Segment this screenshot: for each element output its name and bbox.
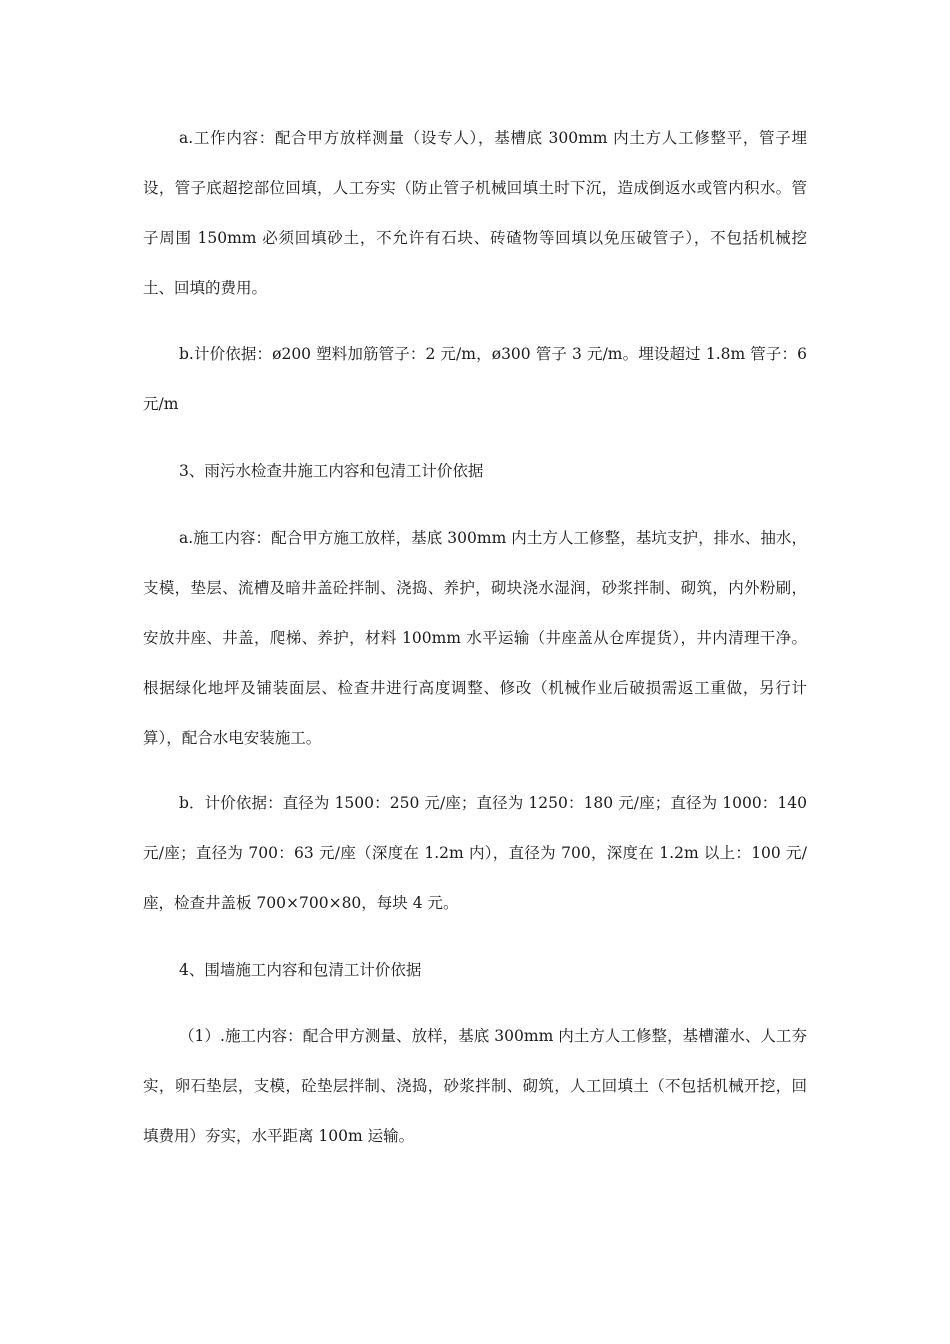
paragraph-wall-work-content: （1）.施工内容：配合甲方测量、放样，基底 300mm 内土方人工修整，基槽灌水、人工夯实，卵石垫层，支模，砼垫层拌制、浇捣，砂浆拌制、砌筑，人工回填土（不包括机械开挖，回填费用）夯实，水平距离 100m 运输。 xyxy=(143,1027,807,1145)
paragraph-well-work-content: a.施工内容：配合甲方施工放样，基底 300mm 内土方人工修整，基坑支护，排水、抽水，支模，垫层、流槽及暗井盖砼拌制、浇捣、养护，砌块浇水湿润，砂浆拌制、砌筑，内外粉刷，安放井座、井盖，爬梯、养护，材料 100mm 水平运输（井座盖从仓库提货），井内清理干净。根据绿化地坪及铺装面层、检查井进行高度调整、修改（机械作业后破损需返工重做，另行计算），配合水电安装施工。 xyxy=(143,529,807,747)
section-heading-inspection-well: 3、雨污水检查井施工内容和包清工计价依据 xyxy=(179,462,484,480)
paragraph-well-pricing: b．计价依据：直径为 1500：250 元/座；直径为 1250：180 元/座；直径为 1000：140 元/座；直径为 700：63 元/座（深度在 1.2m 内），直径为 700，深度在 1.2m 以上：100 元/座，检查井盖板 700×700×80，每块 4 元。 xyxy=(143,794,807,912)
paragraph-pipe-work-content: a.工作内容：配合甲方放样测量（设专人），基槽底 300mm 内土方人工修整平，管子埋设，管子底超挖部位回填，人工夯实（防止管子机械回填土时下沉，造成倒返水或管内积水。管子周围 150mm 必须回填砂土，不允许有石块、砖碴物等回填以免压破管子），不包括机械挖土、回填的费用。 xyxy=(143,129,807,297)
section-heading-wall: 4、围墙施工内容和包清工计价依据 xyxy=(179,961,422,979)
paragraph-pipe-pricing: b.计价依据：ø200 塑料加筋管子：2 元/m，ø300 管子 3 元/m。埋设超过 1.8m 管子：6 元/m xyxy=(143,345,807,413)
